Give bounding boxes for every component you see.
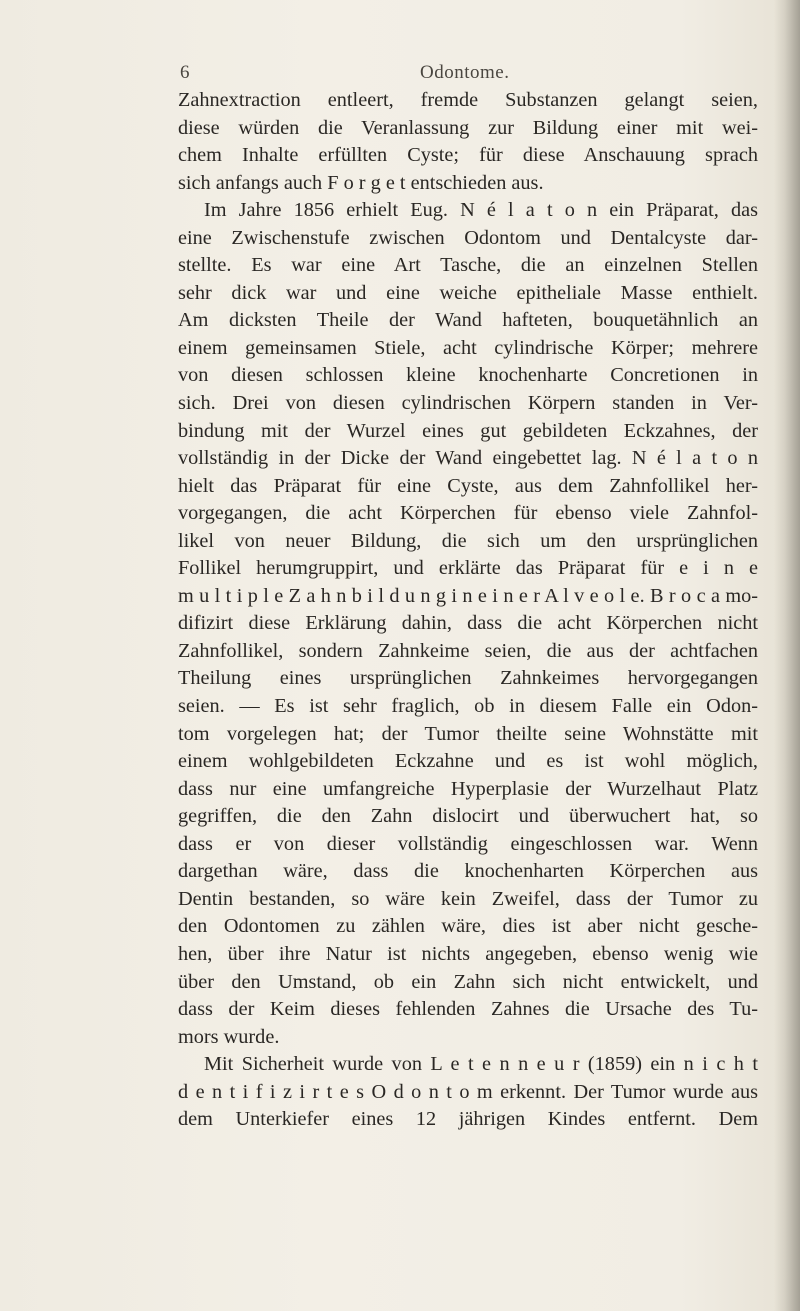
page-number: 6	[180, 62, 190, 83]
text-line: hielt das Präparat für eine Cyste, aus dem Zahnfollikel her-	[178, 474, 758, 497]
text-line: vorgegangen, die acht Körperchen für ebenso viele Zahnfol-	[178, 502, 758, 525]
text-line: stellte. Es war eine Art Tasche, die an einzelnen Stellen	[178, 254, 758, 277]
text-line: mors wurde.	[178, 1025, 280, 1048]
text-line: gegriffen, die den Zahn dislocirt und überwuchert hat, so	[178, 805, 758, 828]
text-line: Follikel herumgruppirt, und erklärte das Präparat für e i n e	[178, 557, 758, 580]
text-line: seien. — Es ist sehr fraglich, ob in diesem Falle ein Odon-	[178, 695, 758, 718]
text-line: einem gemeinsamen Stiele, acht cylindrische Körper; mehrere	[178, 336, 758, 359]
text-line: tom vorgelegen hat; der Tumor theilte seine Wohnstätte mit	[178, 722, 758, 745]
text-line: einem wohlgebildeten Eckzahne und es ist wohl möglich,	[178, 750, 758, 773]
chapter-title: Odontome.	[420, 62, 510, 83]
text-line: den Odontomen zu zählen wäre, dies ist aber nicht gesche-	[178, 915, 758, 938]
body-text	[178, 87, 758, 1134]
text-line: chem Inhalte erfüllten Cyste; für diese Anschauung sprach	[178, 144, 758, 167]
text-line: dass der Keim dieses fehlenden Zahnes die Ursache des Tu-	[178, 998, 758, 1021]
text-line: bindung mit der Wurzel eines gut gebildeten Eckzahnes, der	[178, 419, 758, 442]
text-line: Mit Sicherheit wurde von L e t e n n e u r (1859) ein n i c h t	[204, 1053, 758, 1076]
text-line: vollständig in der Dicke der Wand eingebettet lag. N é l a t o n	[178, 447, 758, 470]
text-line: sich anfangs auch F o r g e t entschieden aus.	[178, 171, 544, 194]
text-line: eine Zwischenstufe zwischen Odontom und Dentalcyste dar-	[178, 226, 758, 249]
text-line: von diesen schlossen kleine knochenharte Concretionen in	[178, 364, 758, 387]
text-line: likel von neuer Bildung, die sich um den ursprünglichen	[178, 529, 758, 552]
text-line: dass er von dieser vollständig eingeschlossen war. Wenn	[178, 832, 758, 855]
text-line: d e n t i f i z i r t e s O d o n t o m erkennt. Der Tumor wurde aus	[178, 1080, 758, 1103]
text-line: Zahnfollikel, sondern Zahnkeime seien, die aus der achtfachen	[178, 639, 758, 662]
text-line: dass nur eine umfangreiche Hyperplasie der Wurzelhaut Platz	[178, 777, 758, 800]
text-line: sehr dick war und eine weiche epitheliale Masse enthielt.	[178, 281, 758, 304]
text-line: m u l t i p l e Z a h n b i l d u n g i n e i n e r A l v e o l e. B r o c a mo-	[178, 584, 758, 607]
text-line: dargethan wäre, dass die knochenharten Körperchen aus	[178, 860, 758, 883]
page-edge-shadow	[774, 0, 800, 1311]
text-line: über den Umstand, ob ein Zahn sich nicht entwickelt, und	[178, 970, 758, 993]
text-line: dem Unterkiefer eines 12 jährigen Kindes entfernt. Dem	[178, 1108, 758, 1131]
text-line: hen, über ihre Natur ist nichts angegeben, ebenso wenig wie	[178, 942, 758, 965]
text-line: Im Jahre 1856 erhielt Eug. N é l a t o n ein Präparat, das	[204, 199, 758, 222]
text-line: sich. Drei von diesen cylindrischen Körpern standen in Ver-	[178, 392, 758, 415]
text-line: Zahnextraction entleert, fremde Substanzen gelangt seien,	[178, 89, 758, 111]
text-line: Dentin bestanden, so wäre kein Zweifel, dass der Tumor zu	[178, 887, 758, 910]
text-line: diese würden die Veranlassung zur Bildung einer mit wei-	[178, 116, 758, 139]
text-line: Am dicksten Theile der Wand hafteten, bouquetähnlich an	[178, 309, 758, 332]
text-line: difizirt diese Erklärung dahin, dass die acht Körperchen nicht	[178, 612, 758, 635]
text-line: Theilung eines ursprünglichen Zahnkeimes hervorgegangen	[178, 667, 758, 690]
running-head	[0, 62, 800, 86]
